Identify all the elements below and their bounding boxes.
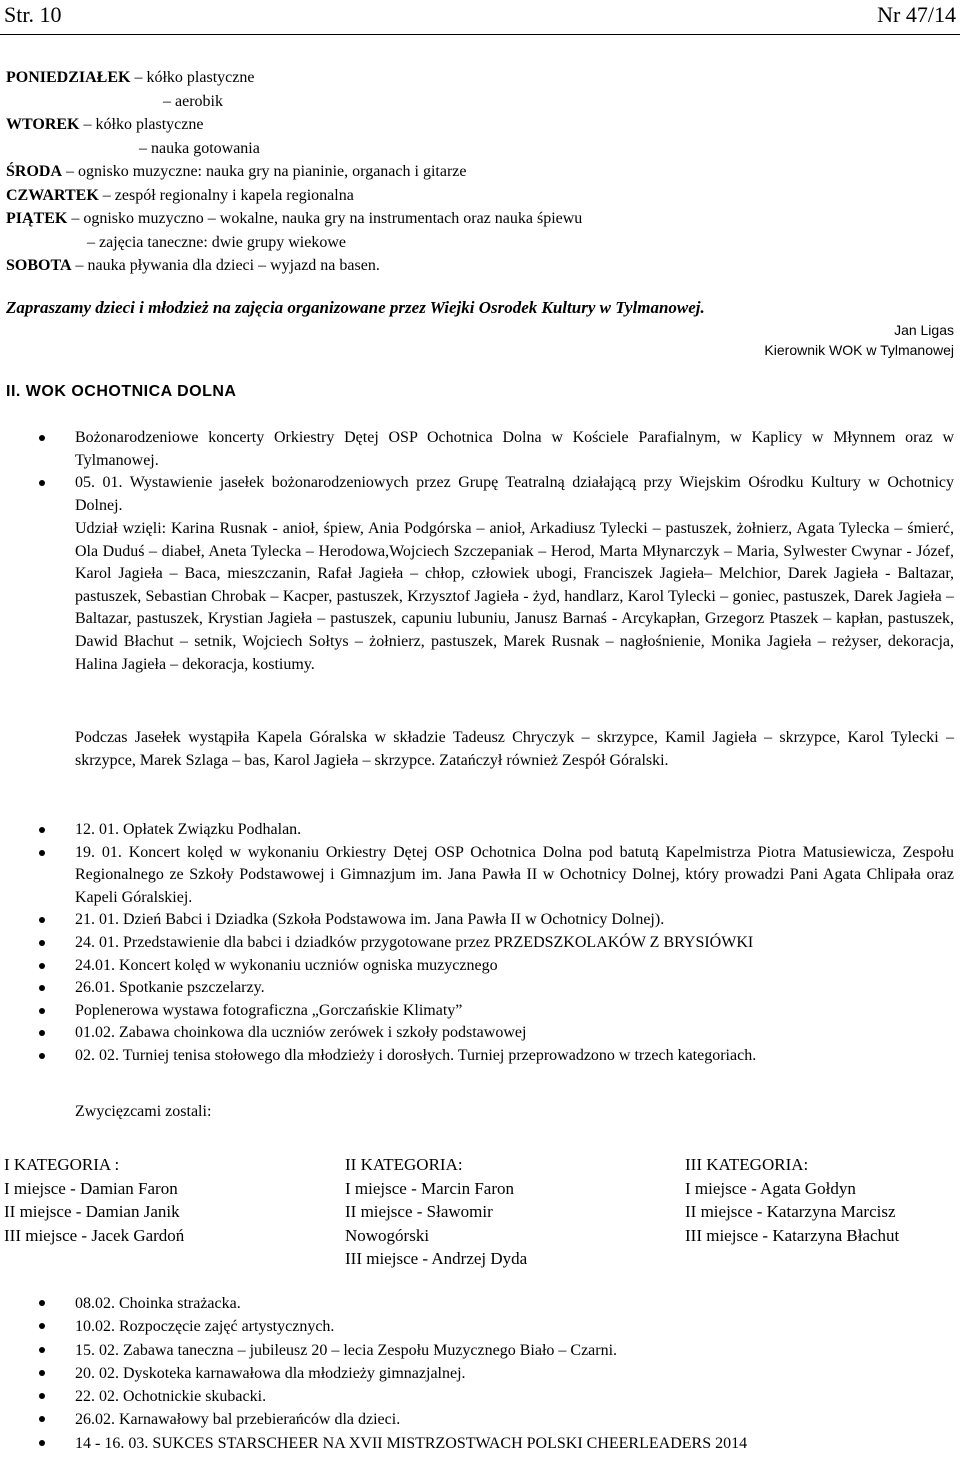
bullet-icon bbox=[39, 940, 45, 946]
category-place: II miejsce - Sławomir bbox=[345, 1202, 493, 1221]
list-item: 02. 02. Turniej tenisa stołowego dla młodzieży i dorosłych. Turniej przeprowadzono w trzech kategoriach. bbox=[0, 1045, 960, 1068]
category-title: III KATEGORIA: bbox=[685, 1155, 809, 1174]
winners-heading: Zwycięzcami zostali: bbox=[75, 1103, 212, 1120]
category-place: II miejsce - Damian Janik bbox=[4, 1202, 180, 1221]
category-place: III miejsce - Jacek Gardoń bbox=[4, 1225, 185, 1245]
schedule-line: PONIEDZIAŁEK – kółko plastyczne bbox=[6, 69, 255, 86]
list-item: 05. 01. Wystawienie jasełek bożonarodzeniowych przez Grupę Teatralną działającą przy Wiejskim Ośrodku Kultury w Ochotnicy Dolnej. bbox=[0, 472, 960, 517]
category-place: I miejsce - Damian Faron bbox=[4, 1178, 178, 1198]
schedule-line: PIĄTEK – ognisko muzyczno – wokalne, nauka gry na instrumentach oraz nauka śpiewu bbox=[6, 210, 583, 227]
category-1 bbox=[4, 1153, 184, 1247]
weekly-schedule bbox=[6, 66, 956, 278]
bullet-icon bbox=[39, 435, 45, 441]
list-item: 26.02. Karnawałowy bal przebierańców dla dzieci. bbox=[0, 1408, 960, 1431]
bullet-icon bbox=[39, 1300, 45, 1306]
schedule-line: SOBOTA – nauka pływania dla dzieci – wyjazd na basen. bbox=[6, 257, 380, 274]
category-place: I miejsce - Agata Gołdyn bbox=[685, 1178, 856, 1198]
list-item: 24.01. Koncert kolęd w wykonaniu uczniów ogniska muzycznego bbox=[0, 955, 960, 978]
category-place: Nowogórski bbox=[345, 1225, 430, 1245]
events-list-3 bbox=[0, 1292, 960, 1455]
issue-number: Nr 47/14 bbox=[877, 2, 956, 27]
category-place: III miejsce - Katarzyna Błachut bbox=[685, 1225, 900, 1245]
list-item: 12. 01. Opłatek Związku Podhalan. bbox=[0, 819, 960, 842]
section-heading: II. WOK OCHOTNICA DOLNA bbox=[6, 383, 237, 400]
category-place: III miejsce - Andrzej Dyda bbox=[345, 1249, 528, 1268]
bullet-icon bbox=[39, 1393, 45, 1399]
bullet-icon bbox=[39, 1347, 45, 1353]
page-number: Str. 10 bbox=[4, 2, 62, 27]
signature-role: Kierownik WOK w Tylmanowej bbox=[764, 342, 954, 358]
list-item: Poplenerowa wystawa fotograficzna „Gorczańskie Klimaty” bbox=[0, 1000, 960, 1023]
signature-block bbox=[764, 320, 954, 360]
events-list-2 bbox=[0, 819, 960, 1068]
bullet-icon bbox=[39, 827, 45, 833]
events-list-1 bbox=[0, 427, 960, 517]
bullet-icon bbox=[39, 1370, 45, 1376]
list-item: 24. 01. Przedstawienie dla babci i dziadków przygotowane przez PRZEDSZKOLAKÓW Z BRYSIÓWKI bbox=[0, 932, 960, 955]
bullet-icon bbox=[39, 1323, 45, 1329]
cast-paragraph: Udział wzięli: Karina Rusnak - anioł, śpiew, Ania Podgórska – anioł, Arkadiusz Tylecki – pastuszek, żołnierz, Agata Tylecka – śmierć, Ola Duduś – diabeł, Aneta Tylecka – Herodowa,Wojciech Szczepaniak – Herod, Marta Młynarczyk – Maria, Sylwester Cwynar - Józef, Karol Jagieła – Baca, mieszczanin, Rafał Jagieła – chłop, człowiek ubogi, Franciszek Jagieła– Melchior, Darek Jagieła - Baltazar, pastuszek, Sebastian Chrobak – Kacper, pastuszek, Krzysztof Jagieła - żyd, handlarz, Karol Tylecki – goniec, pastuszek, Darek Jagieła – Baltazar, pastuszek, Krystian Jagieła – pastuszek, capuniu lubuniu, Janusz Barnaś - Arcykapłan, Grzegorz Ptaszek – kapłan, pastuszek, Dawid Błachut – setnik, Wojciech Sołtys – żołnierz, pastuszek, Marek Rusnak – nagłośnienie, Monika Jagieła – reżyser, dekoracja, Halina Jagieła – dekoracja, kostiumy. bbox=[75, 520, 954, 673]
bullet-icon bbox=[39, 1008, 45, 1014]
list-item: 20. 02. Dyskoteka karnawałowa dla młodzieży gimnazjalnej. bbox=[0, 1362, 960, 1385]
list-item: 01.02. Zabawa choinkowa dla uczniów zerówek i szkoły podstawowej bbox=[0, 1022, 960, 1045]
header-divider bbox=[0, 34, 960, 35]
bullet-icon bbox=[39, 1416, 45, 1422]
category-place: II miejsce - Katarzyna Marcisz bbox=[685, 1202, 896, 1221]
band-paragraph: Podczas Jasełek wystąpiła Kapela Góralska w składzie Tadeusz Chryczyk – skrzypce, Kamil Jagieła – skrzypce, Karol Tylecki – skrzypce, Marek Szlaga – bas, Karol Jagieła – skrzypce. Zatańczył również Zespół Góralski. bbox=[75, 729, 954, 769]
category-title: I KATEGORIA : bbox=[4, 1155, 120, 1174]
list-item: 19. 01. Koncert kolęd w wykonaniu Orkiestry Dętej OSP Ochotnica Dolna pod batutą Kapelmistrza Piotra Matusiewicza, Zespołu Regionalnego ze Szkoły Podstawowej i Gimnazjum im. Jana Pawła II w Ochotnicy Dolnej, który prowadzi Pani Agata Chlipała oraz Kapeli Góralskiej. bbox=[0, 842, 960, 910]
schedule-line: – aerobik bbox=[163, 92, 223, 110]
schedule-line: WTOREK – kółko plastyczne bbox=[6, 116, 204, 133]
list-item: 15. 02. Zabawa taneczna – jubileusz 20 – lecia Zespołu Muzycznego Biało – Czarni. bbox=[0, 1339, 960, 1362]
list-item: Bożonarodzeniowe koncerty Orkiestry Dętej OSP Ochotnica Dolna w Kościele Parafialnym, w Kaplicy w Młynnem oraz w Tylmanowej. bbox=[0, 427, 960, 472]
schedule-line: – nauka gotowania bbox=[139, 139, 260, 157]
list-item: 08.02. Choinka strażacka. bbox=[0, 1292, 960, 1315]
schedule-line: ŚRODA – ognisko muzyczne: nauka gry na pianinie, organach i gitarze bbox=[6, 163, 467, 180]
bullet-icon bbox=[39, 917, 45, 923]
bullet-icon bbox=[39, 963, 45, 969]
list-item: 26.01. Spotkanie pszczelarzy. bbox=[0, 977, 960, 1000]
signature-name: Jan Ligas bbox=[894, 322, 954, 338]
list-item: 14 - 16. 03. SUKCES STARSCHEER NA XVII MISTRZOSTWACH POLSKI CHEERLEADERS 2014 bbox=[0, 1432, 960, 1455]
invitation-text: Zapraszamy dzieci i młodzież na zajęcia organizowane przez Wiejki Osrodek Kultury w Tylmanowej. bbox=[6, 298, 705, 317]
list-item: 22. 02. Ochotnickie skubacki. bbox=[0, 1385, 960, 1408]
schedule-line: – zajęcia taneczne: dwie grupy wiekowe bbox=[87, 233, 346, 251]
bullet-icon bbox=[39, 1030, 45, 1036]
category-title: II KATEGORIA: bbox=[345, 1155, 463, 1174]
category-place: I miejsce - Marcin Faron bbox=[345, 1178, 514, 1198]
bullet-icon bbox=[39, 850, 45, 856]
page-header bbox=[4, 0, 956, 38]
bullet-icon bbox=[39, 985, 45, 991]
category-2 bbox=[345, 1153, 527, 1271]
bullet-icon bbox=[39, 480, 45, 486]
list-item: 10.02. Rozpoczęcie zajęć artystycznych. bbox=[0, 1315, 960, 1338]
bullet-icon bbox=[39, 1053, 45, 1059]
schedule-line: CZWARTEK – zespół regionalny i kapela regionalna bbox=[6, 186, 354, 204]
category-3 bbox=[685, 1153, 899, 1247]
bullet-icon bbox=[39, 1440, 45, 1446]
list-item: 21. 01. Dzień Babci i Dziadka (Szkoła Podstawowa im. Jana Pawła II w Ochotnicy Dolnej). bbox=[0, 909, 960, 932]
